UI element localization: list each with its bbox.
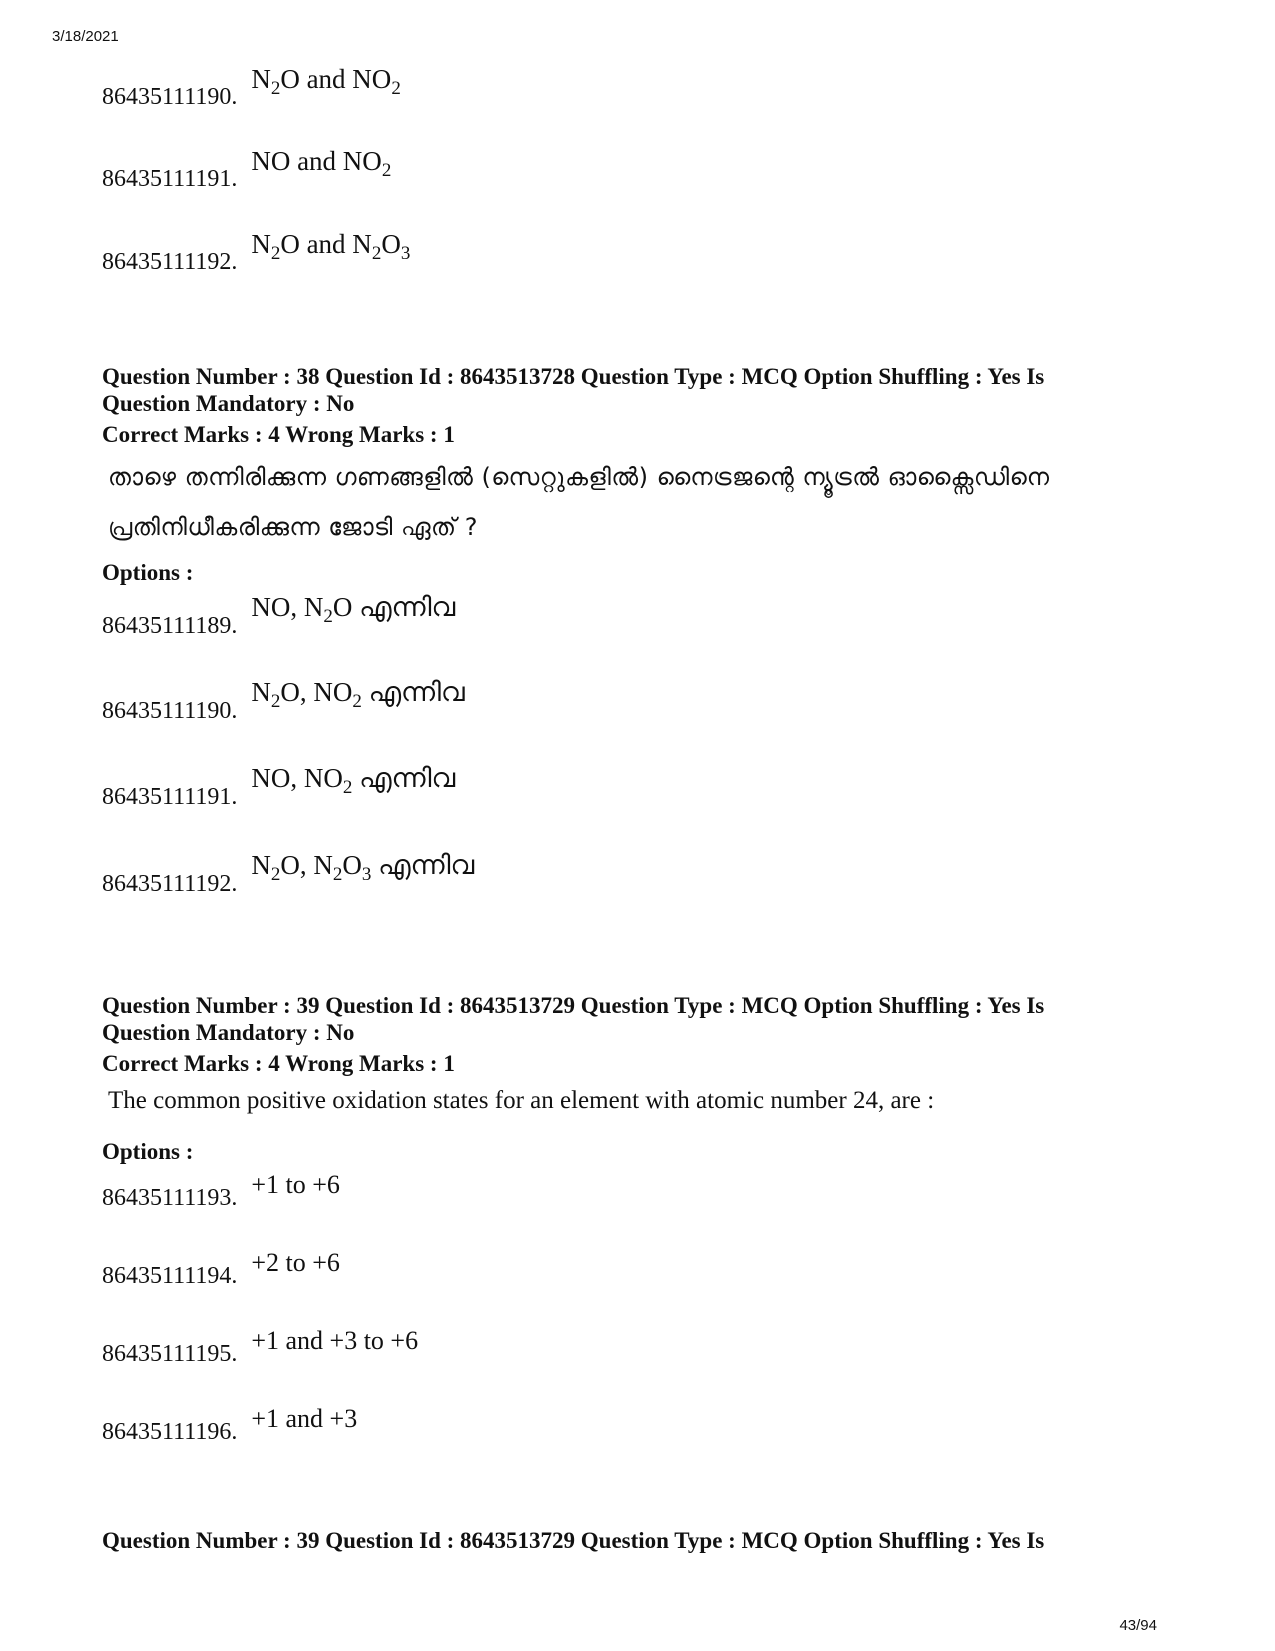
option-id: 86435111189. [102,613,238,639]
option-id: 86435111193. [102,1185,238,1211]
question-38-marks: Correct Marks : 4 Wrong Marks : 1 [102,422,455,447]
question-header-line: Question Mandatory : No [102,391,355,416]
option-item [102,1170,340,1212]
option-id: 86435111196. [102,1419,238,1445]
option-text: +2 to +6 [251,1248,340,1277]
question-39-header [102,992,1152,1046]
options-label: Options : [102,1139,194,1164]
option-text: +1 to +6 [251,1170,340,1199]
option-item [102,1326,419,1368]
question-39-marks: Correct Marks : 4 Wrong Marks : 1 [102,1051,455,1076]
option-item [102,677,465,725]
option-id: 86435111190. [102,698,238,724]
option-id: 86435111192. [102,871,238,897]
question-38-text [108,452,1188,552]
option-item [102,763,456,811]
option-text: NO, $NO_2$ എന്നിവ [251,763,456,798]
options-label: Options : [102,560,194,585]
print-date: 3/18/2021 [52,28,119,45]
option-id: 86435111190. [102,84,238,110]
question-text-line: പ്രതിനിധീകരിക്കുന്ന ജോടി ഏത് ? [108,513,478,541]
option-text: NO, $N_2O$ എന്നിവ [251,592,456,627]
option-item [102,146,392,193]
option-item [102,1248,340,1290]
question-text-line: താഴെ തന്നിരിക്കുന്ന ഗണങ്ങളിൽ (സെറ്റുകളിൽ) നൈട്രജന്റെ ന്യൂട്രൽ ഓക്സൈഡിനെ [108,463,1050,491]
option-id: 86435111191. [102,166,238,192]
question-header-line: Question Number : 38 Question Id : 8643513728 Question Type : MCQ Option Shuffling : Yes Is [102,364,1045,389]
option-item [102,850,475,898]
option-item [102,1404,358,1446]
option-text: +1 and +3 [251,1404,358,1433]
option-text: $N_2O$ and $N_2O_3$ [251,229,411,264]
option-id: 86435111195. [102,1341,238,1367]
option-id: 86435111192. [102,249,238,275]
question-38-header [102,363,1152,417]
option-text: $N_2O$, $N_2O_3$ എന്നിവ [251,850,475,885]
option-item [102,229,411,276]
option-id: 86435111194. [102,1263,238,1289]
question-39-repeat-header [102,1527,1152,1554]
page-number: 43/94 [1119,1617,1157,1634]
option-text: +1 and +3 to +6 [251,1326,419,1355]
option-text: $N_2O$, $NO_2$ എന്നിവ [251,677,465,712]
option-text: NO and $NO_2$ [251,146,392,181]
question-header-line: Question Number : 39 Question Id : 8643513729 Question Type : MCQ Option Shuffling : Yes Is [102,993,1045,1018]
question-39-text: The common positive oxidation states for an element with atomic number 24, are : [108,1087,935,1114]
question-header-line: Question Number : 39 Question Id : 8643513729 Question Type : MCQ Option Shuffling : Yes Is [102,1528,1045,1553]
option-text: $N_2O$ and $NO_2$ [251,64,401,99]
option-item [102,64,401,111]
option-item [102,592,456,640]
question-header-line: Question Mandatory : No [102,1020,355,1045]
option-id: 86435111191. [102,784,238,810]
